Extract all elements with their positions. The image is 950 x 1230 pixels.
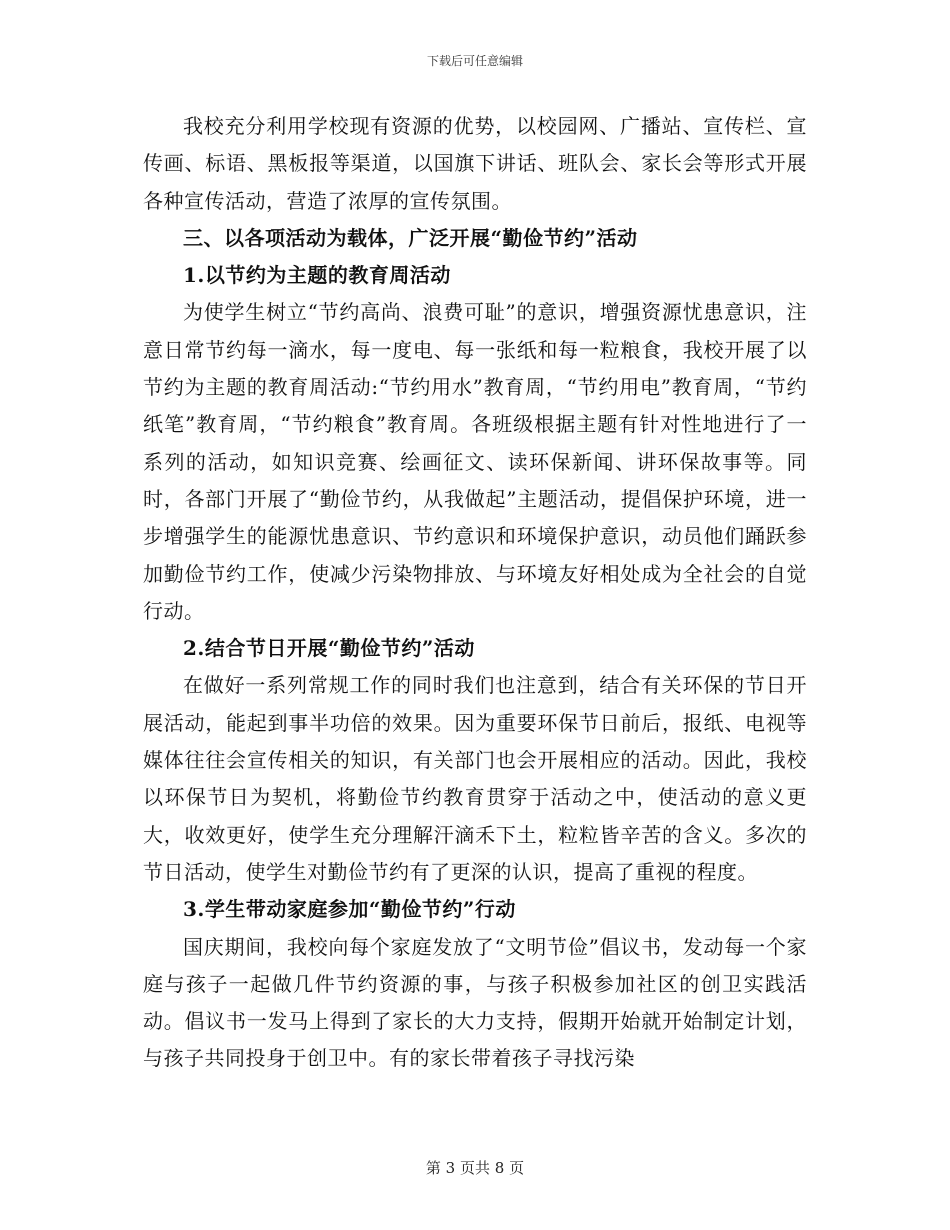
paragraph-education-week: 为使学生树立“节约高尚、浪费可耻”的意识，增强资源忧患意识，注意日常节约每一滴水，每一度电、每一张纸和每一粒粮食，我校开展了以节约为主题的教育周活动:“节约用水”教育周，“节约用电”教育周，“节约纸笔”教育周，“节约粮食”教育周。各班级根据主题有针对性地进行了一系列的活动，如知识竞赛、绘画征文、读环保新闻、讲环保故事等。同时，各部门开展了“勤俭节约，从我做起”主题活动，提倡保护环境，进一步增强学生的能源忧患意识、节约意识和环境保护意识，动员他们踊跃参加勤俭节约工作，使减少污染物排放、与环境友好相处成为全社会的自觉行动。	[143, 300, 807, 623]
subheading-2: 2.结合节日开展“勤俭节约”活动	[183, 636, 475, 661]
document-body	[143, 108, 807, 1078]
page-header: 下载后可任意编辑	[426, 54, 523, 68]
paragraph-publicity: 我校充分利用学校现有资源的优势，以校园网、广播站、宣传栏、宣传画、标语、黑板报等渠道，以国旗下讲话、班队会、家长会等形式开展各种宣传活动，营造了浓厚的宣传氛围。	[143, 114, 807, 213]
paragraph-festival-activities: 在做好一系列常规工作的同时我们也注意到，结合有关环保的节日开展活动，能起到事半功倍的效果。因为重要环保节日前后，报纸、电视等媒体往往会宣传相关的知识，有关部门也会开展相应的活动。因此，我校以环保节日为契机，将勤俭节约教育贯穿于活动之中，使活动的意义更大，收效更好，使学生充分理解汗滴禾下土，粒粒皆辛苦的含义。多次的节日活动，使学生对勤俭节约有了更深的认识，提高了重视的程度。	[143, 673, 807, 884]
subheading-1: 1.以节约为主题的教育周活动	[183, 263, 451, 288]
subheading-3: 3.学生带动家庭参加“勤俭节约”行动	[183, 897, 516, 922]
paragraph-family-action: 国庆期间，我校向每个家庭发放了“文明节俭”倡议书，发动每一个家庭与孩子一起做几件节约资源的事，与孩子积极参加社区的创卫实践活动。倡议书一发马上得到了家长的大力支持，假期开始就开始制定计划，与孩子共同投身于创卫中。有的家长带着孩子寻找污染	[143, 934, 807, 1071]
section-heading-3: 三、以各项活动为载体，广泛开展“勤俭节约”活动	[183, 225, 638, 250]
page-footer: 第 3 页共 8 页	[425, 1159, 525, 1177]
